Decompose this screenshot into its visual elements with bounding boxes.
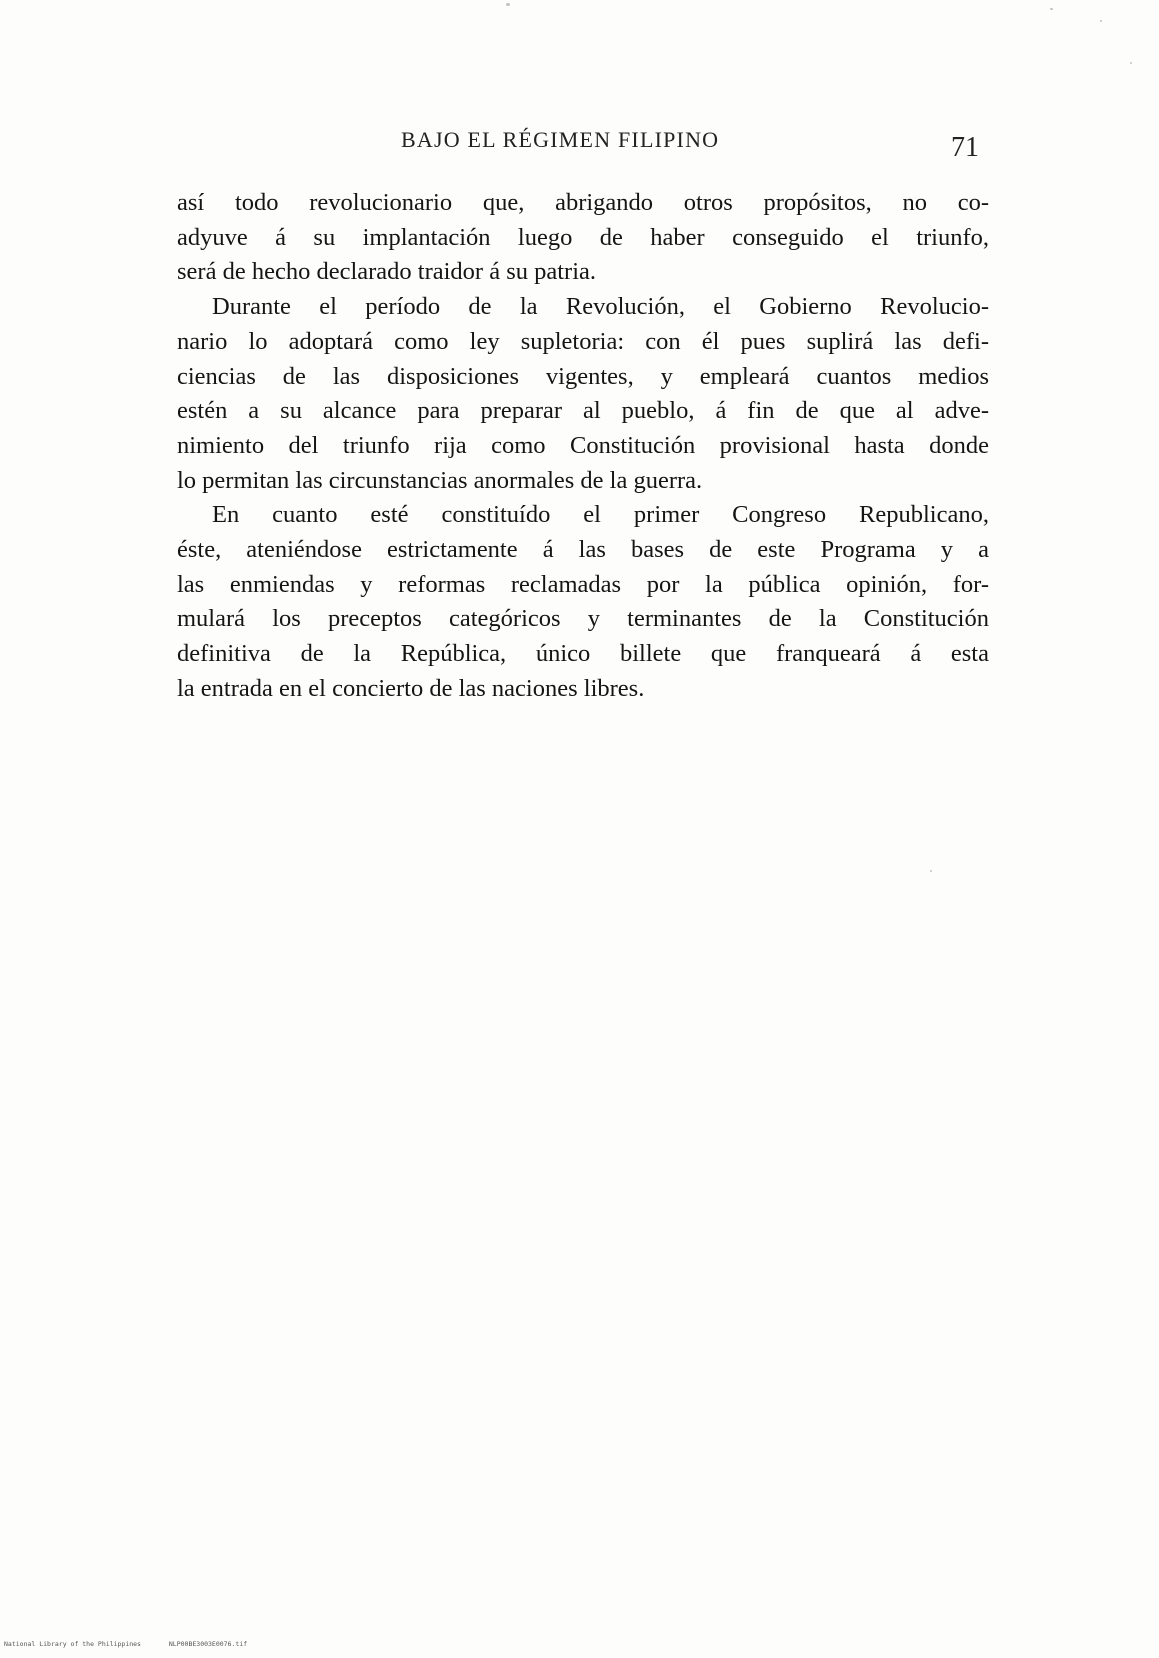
text-line: mulará los preceptos categóricos y terminantes de la Constitución <box>177 605 989 633</box>
text-line: ciencias de las disposiciones vigentes, y empleará cuantos medios <box>177 362 989 390</box>
scan-speck <box>930 870 932 872</box>
text-line: estén a su alcance para preparar al pueblo, á fin de que al adve- <box>177 397 989 425</box>
text-line: definitiva de la República, único billete que franqueará á esta <box>177 640 989 668</box>
text-line: así todo revolucionario que, abrigando otros propósitos, no co- <box>177 189 989 216</box>
scan-speck <box>1130 62 1132 64</box>
text-line: será de hecho declarado traidor á su patria. <box>177 258 597 286</box>
text-line: las enmiendas y reformas reclamadas por la pública opinión, for- <box>177 570 989 598</box>
scan-speck <box>1050 8 1053 10</box>
text-line: Durante el período de la Revolución, el Gobierno Revolucio- <box>212 293 989 321</box>
text-line: adyuve á su implantación luego de haber conseguido el triunfo, <box>177 223 989 251</box>
scan-speck <box>506 3 510 6</box>
text-line: la entrada en el concierto de las naciones libres. <box>177 674 645 702</box>
text-line: nario lo adoptará como ley supletoria: con él pues suplirá las defi- <box>177 327 989 355</box>
body-text <box>177 186 989 707</box>
text-line: lo permitan las circunstancias anormales de la guerra. <box>177 466 703 494</box>
scan-speck <box>1100 20 1102 22</box>
footer-filename: NLP00BE3003E0076.tif <box>168 1640 248 1648</box>
text-line: nimiento del triunfo rija como Constitución provisional hasta donde <box>177 431 989 459</box>
scan-footer <box>4 1640 271 1648</box>
page-number: 71 <box>951 132 979 163</box>
footer-library: National Library of the Philippines <box>4 1640 141 1648</box>
text-line: En cuanto esté constituído el primer Congreso Republicano, <box>212 501 989 529</box>
text-line: éste, ateniéndose estrictamente á las bases de este Programa y a <box>177 536 989 564</box>
running-head: BAJO EL RÉGIMEN FILIPINO <box>401 127 720 152</box>
